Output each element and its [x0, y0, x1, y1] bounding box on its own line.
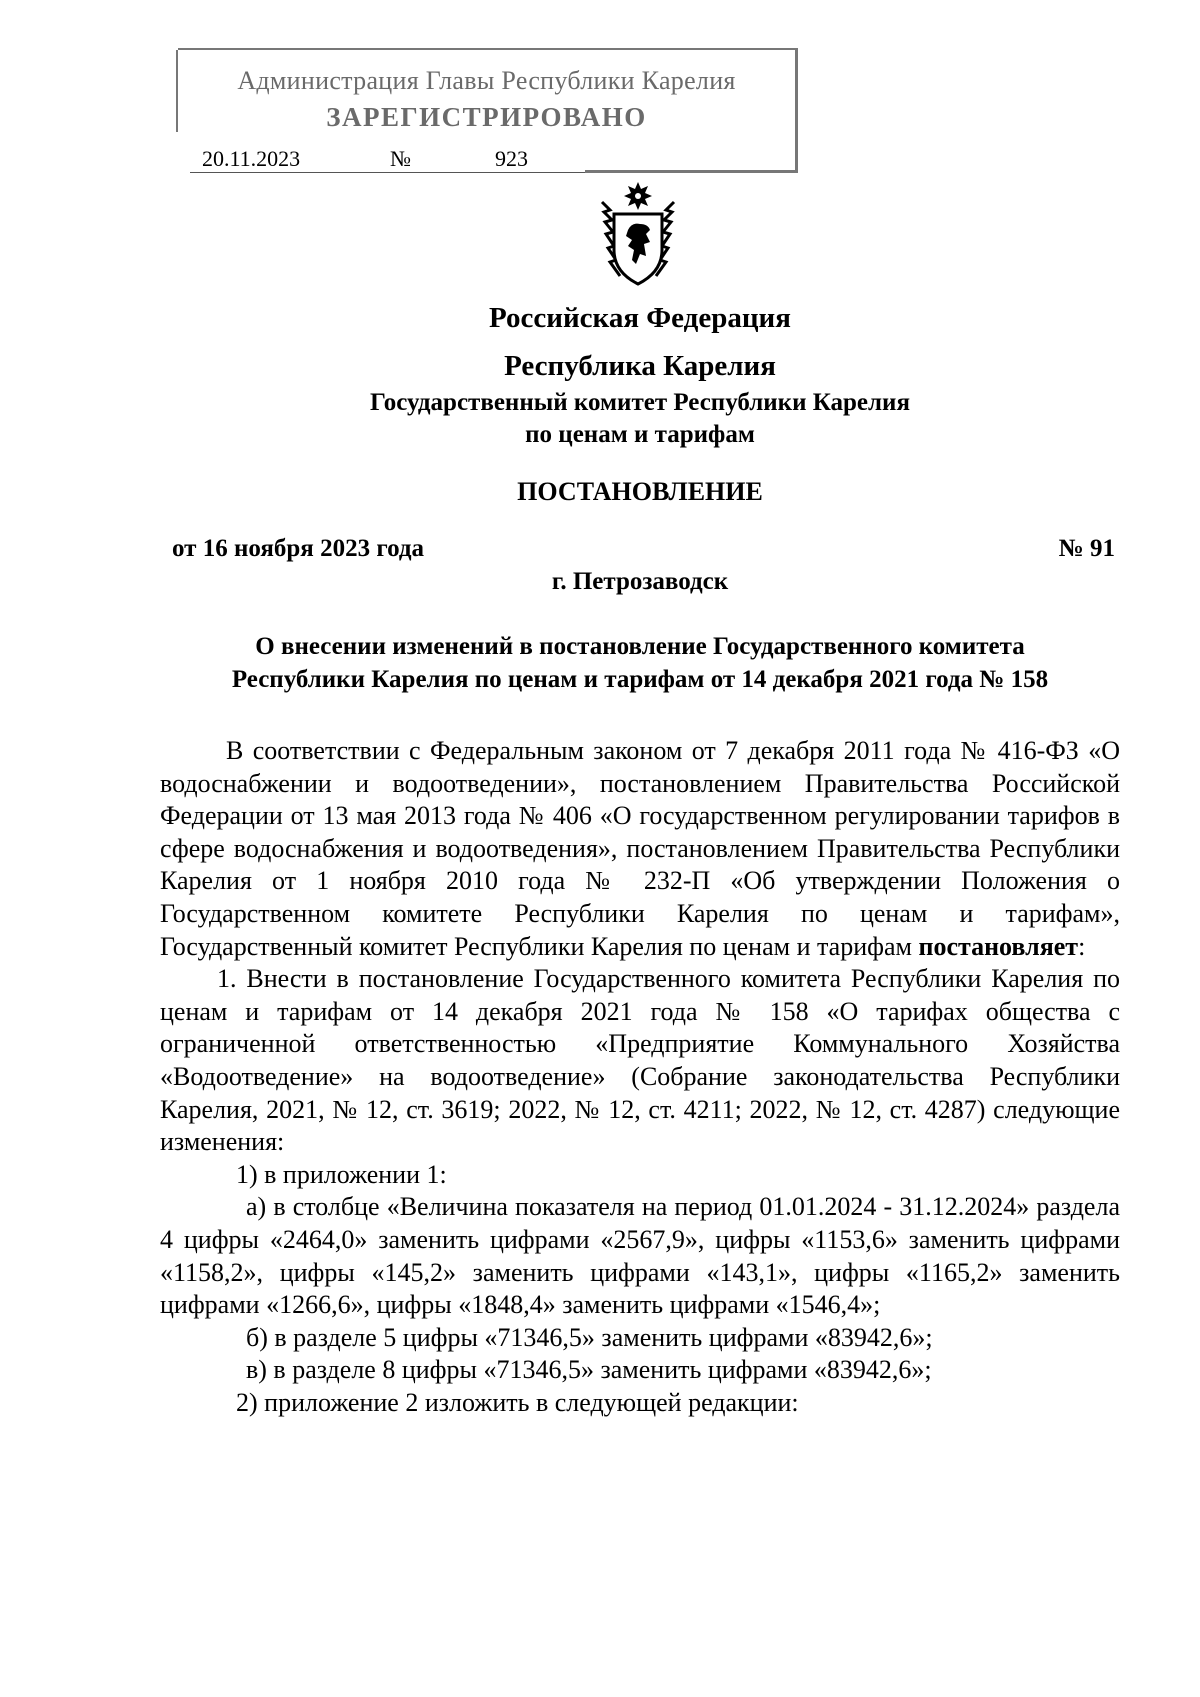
country-heading: Российская Федерация: [489, 302, 791, 334]
stamp-number-label: №: [390, 146, 411, 171]
document-date: от 16 ноября 2023 года: [172, 535, 424, 562]
preamble-colon: :: [1078, 931, 1086, 961]
resolves-word: постановляет: [918, 931, 1079, 961]
preamble-paragraph: [160, 735, 1120, 963]
committee-heading-line1: Государственный комитет Республики Карелия: [370, 389, 910, 416]
stamp-date: 20.11.2023: [202, 146, 301, 171]
item-1: 1. Внести в постановление Государственного комитета Республики Карелия по ценам и тарифам от 14 декабря 2021 года № 158 «О тарифах общества с ограниченной ответственностью «Предприятие Коммунального Хозяйства «Водоотведение» на водоотведение» (Собрание законодательства Республики Карелия, 2021, № 12, ст. 3619; 2022, № 12, ст. 4211; 2022, № 12, ст. 4287) следующие изменения:: [160, 964, 1120, 1157]
stamp-administration: Администрация Главы Республики Карелия: [237, 66, 736, 95]
stamp-number: 923: [495, 146, 528, 171]
republic-heading: Республика Карелия: [504, 350, 776, 382]
document-type: ПОСТАНОВЛЕНИЕ: [517, 477, 763, 506]
subitem-2: 2) приложение 2 изложить в следующей редакции:: [236, 1387, 799, 1417]
city: г. Петрозаводск: [551, 568, 729, 595]
document-number: № 91: [1058, 535, 1115, 562]
preamble-text: В соответствии с Федеральным законом от 7 декабря 2011 года № 416-ФЗ «О водоснабжении и водоотведении», постановлением Правительства Российской Федерации от 13 мая 2013 года № 406 «О государственном регулировании тарифов в сфере водоснабжения и водоотведения», постановлением Правительства Республики Карелия от 1 ноября 2010 года № 232-П «Об утверждении Положения о Государственном комитете Республики Карелия по ценам и тарифам», Государственный комитет Республики Карелия по ценам и тарифам: [160, 736, 1120, 961]
stamp-status: ЗАРЕГИСТРИРОВАНО: [326, 102, 647, 132]
title-line1: О внесении изменений в постановление Государственного комитета: [255, 633, 1025, 660]
subitem-1: 1) в приложении 1:: [236, 1159, 447, 1189]
stamp-registration-line: [190, 142, 770, 173]
document-body: [160, 735, 1120, 1419]
registration-stamp: [178, 48, 798, 173]
committee-heading-line2: по ценам и тарифам: [525, 421, 755, 448]
subitem-1c: в) в разделе 8 цифры «71346,5» заменить цифрами «83942,6»;: [246, 1355, 932, 1385]
document-title: [140, 630, 1140, 696]
subitem-1b: б) в разделе 5 цифры «71346,5» заменить цифрами «83942,6»;: [246, 1322, 933, 1352]
subitem-1a: а) в столбце «Величина показателя на период 01.01.2024 - 31.12.2024» раздела 4 цифры «2464,0» заменить цифрами «2567,9», цифры «1153,6» заменить цифрами «1158,2», цифры «145,2» заменить цифрами «143,1», цифры «1165,2» заменить цифрами «1266,6», цифры «1848,4» заменить цифрами «1546,4»;: [160, 1192, 1120, 1320]
title-line2: Республики Карелия по ценам и тарифам от 14 декабря 2021 года № 158: [231, 666, 1049, 693]
karelia-coat-of-arms-icon: [598, 180, 678, 290]
